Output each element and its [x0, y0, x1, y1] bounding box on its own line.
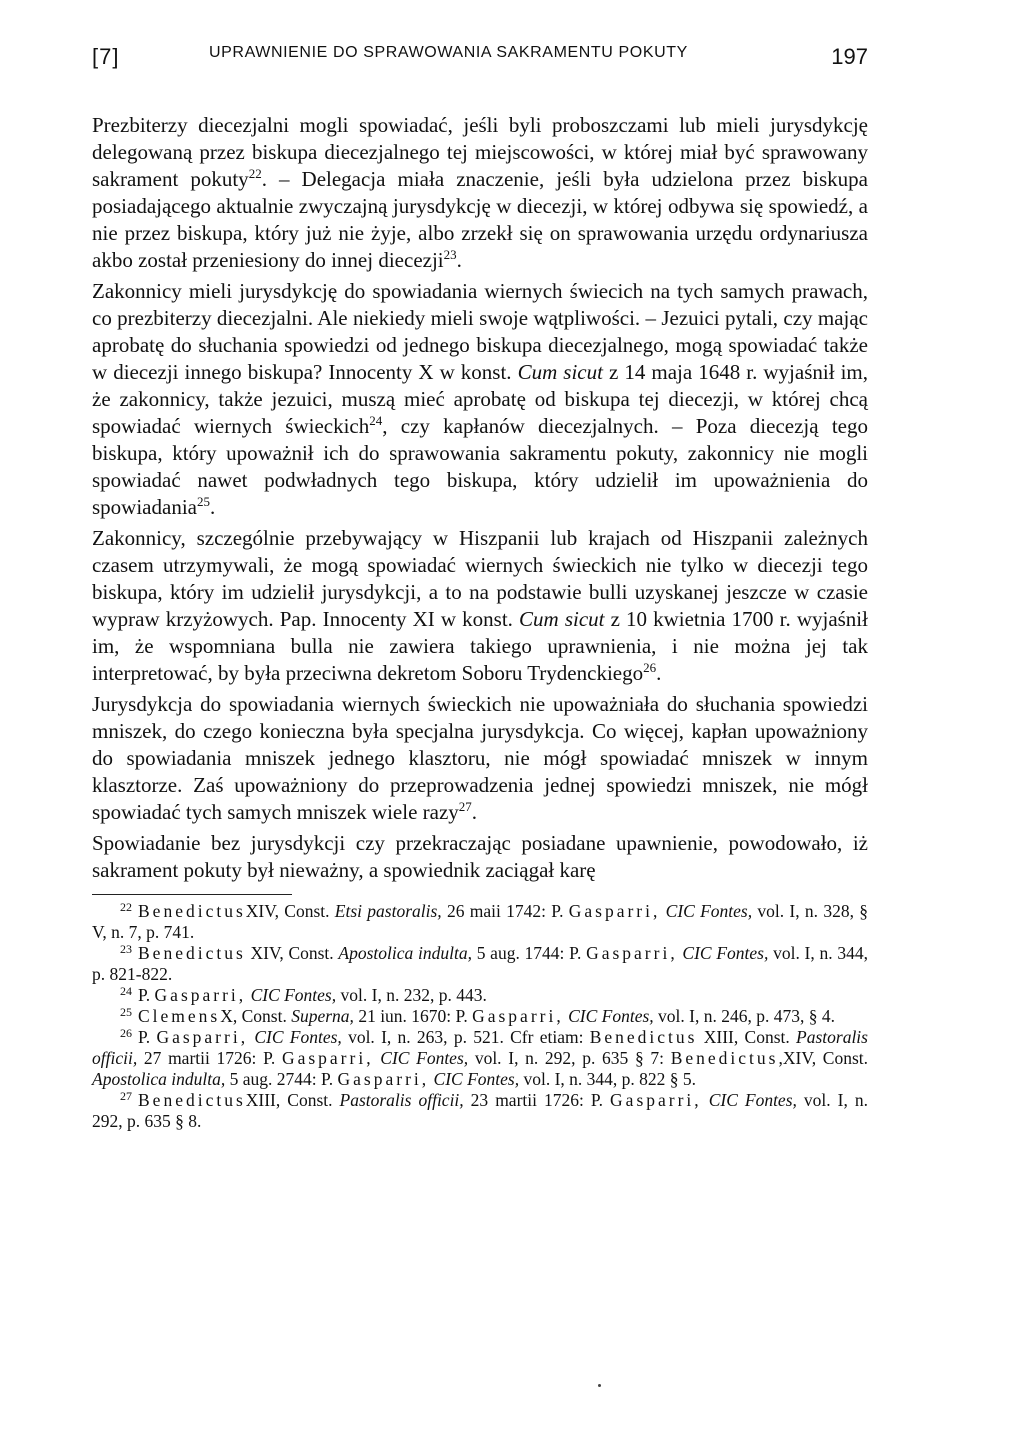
footnote-divider: [92, 894, 292, 895]
page-number: 197: [831, 44, 868, 69]
footnote-ref-25[interactable]: 25: [196, 494, 210, 509]
footnote-22: $^{22}$ BenedictusXIV, Const. Etsi pastoralis, 26 maii 1742: P. Gasparri, CIC Fontes, vol. I, n. 328, § V, n. 7, p. 741.: [92, 900, 868, 942]
print-speck: [598, 1384, 601, 1387]
footnote-26: $^{26}$ P. Gasparri, CIC Fontes, vol. I, n. 263, p. 521. Cfr etiam: Benedictus XIII, Const. Pastoralis officii, 27 martii 1726: P. Gasparri, CIC Fontes, vol. I, n. 292, p. 635 § 7: Benedictus,XIV, Const. Apostolica indulta, 5 aug. 2744: P. Gasparri, CIC Fontes, vol. I, n. 344, p. 822 § 5.: [92, 1026, 868, 1089]
running-title: UPRAWNIENIE DO SPRAWOWANIA SAKRAMENTU POKUTY: [209, 44, 688, 61]
paragraph-1: Prezbiterzy diecezjalni mogli spowiadać, jeśli byli proboszczami lub mieli jurysdykcję delegowaną przez biskupa diecezjalnego tej miejscowości, w której miał być sprawowany sakrament pokuty$^{22}$. – Delegacja miała znaczenie, jeśli była udzielona przez biskupa posiadającego aktualnie zwyczajną jurysdykcję w diecezji, w której odbywa się spowiedź, a nie przez biskupa, który już nie żyje, albo zrzekł się on sprawowania urzędu ordynariusza akbo został przeniesiony do innej diecezji$^{23}$.: [92, 113, 868, 272]
footnotes: [92, 901, 868, 1132]
footnote-25: $^{25}$ ClemensX, Const. Superna, 21 iun. 1670: P. Gasparri, CIC Fontes, vol. I, n. 246, p. 473, § 4.: [120, 1005, 835, 1026]
footnote-ref-26[interactable]: 26: [643, 660, 657, 675]
footnote-27: $^{27}$ BenedictusXIII, Const. Pastoralis officii, 23 martii 1726: P. Gasparri, CIC Fontes, vol. I, n. 292, p. 635 § 8.: [92, 1089, 868, 1131]
section-number: [7]: [92, 44, 120, 69]
paragraph-5: Spowiadanie bez jurysdykcji czy przekraczając posiadane upawnienie, powodowało, iż sakrament pokuty był nieważny, a spowiednik zaciągał karę: [92, 831, 868, 882]
body-text: [92, 112, 868, 884]
footnote-ref-24[interactable]: 24: [369, 413, 383, 428]
footnote-ref-23[interactable]: 23: [443, 247, 457, 262]
footnote-23: $^{23}$ Benedictus XIV, Const. Apostolica indulta, 5 aug. 1744: P. Gasparri, CIC Fontes, vol. I, n. 344, p. 821-822.: [92, 942, 868, 984]
paragraph-4: Jurysdykcja do spowiadania wiernych świeckich nie upoważniała do słuchania spowiedzi mniszek, do czego konieczna była specjalna jurysdykcja. Co więcej, kapłan upoważniony do spowiadania mniszek jednego klasztoru, nie mógł spowiadać mniszek w innym klasztorze. Zaś upoważniony do przeprowadzenia jednej spowiedzi mniszek, nie mógł spowiadać tych samych mniszek wiele razy$^{27}$.: [92, 692, 868, 824]
paragraph-3: Zakonnicy, szczególnie przebywający w Hiszpanii lub krajach od Hiszpanii zależnych czasem utrzymywali, że mogą spowiadać wiernych świeckich nie tylko w diecezji tego biskupa, który im udzielił jurysdykcji, a to na podstawie bulli uzyskanej jeszcze w czasie wypraw krzyżowych. Pap. Innocenty XI w konst. Cum sicut z 10 kwietnia 1700 r. wyjaśnił im, że wspomniana bulla nie zawiera takiego uprawnienia, i nie można jej tak interpretować, by była przeciwna dekretom Soboru Trydenckiego$^{26}$.: [92, 526, 868, 685]
footnote-24: $^{24}$ P. Gasparri, CIC Fontes, vol. I, n. 232, p. 443.: [120, 984, 487, 1005]
paragraph-2: Zakonnicy mieli jurysdykcję do spowiadania wiernych świecich na tych samych prawach, co prezbiterzy diecezjalni. Ale niekiedy mieli swoje wątpliwości. – Jezuici pytali, czy mając aprobatę do słuchania spowiedzi od jednego biskupa diecezjalnego, mogą spowiadać także w diecezji innego biskupa? Innocenty X w konst. Cum sicut z 14 maja 1648 r. wyjaśnił im, że zakonnicy, także jezuici, muszą mieć aprobatę od biskupa tej diecezji, w której chcą spowiadać wiernych świeckich$^{24}$, czy kapłanów diecezjalnych. – Poza diecezją tego biskupa, który upoważnił ich do sprawowania sakramentu pokuty, zakonnicy nie mogli spowiadać nawet podwładnych tego biskupa, który udzielił im upoważnienia do spowiadania$^{25}$.: [92, 279, 868, 519]
footnote-ref-27[interactable]: 27: [458, 799, 472, 814]
footnote-ref-22[interactable]: 22: [248, 166, 262, 181]
running-header: [92, 44, 868, 84]
